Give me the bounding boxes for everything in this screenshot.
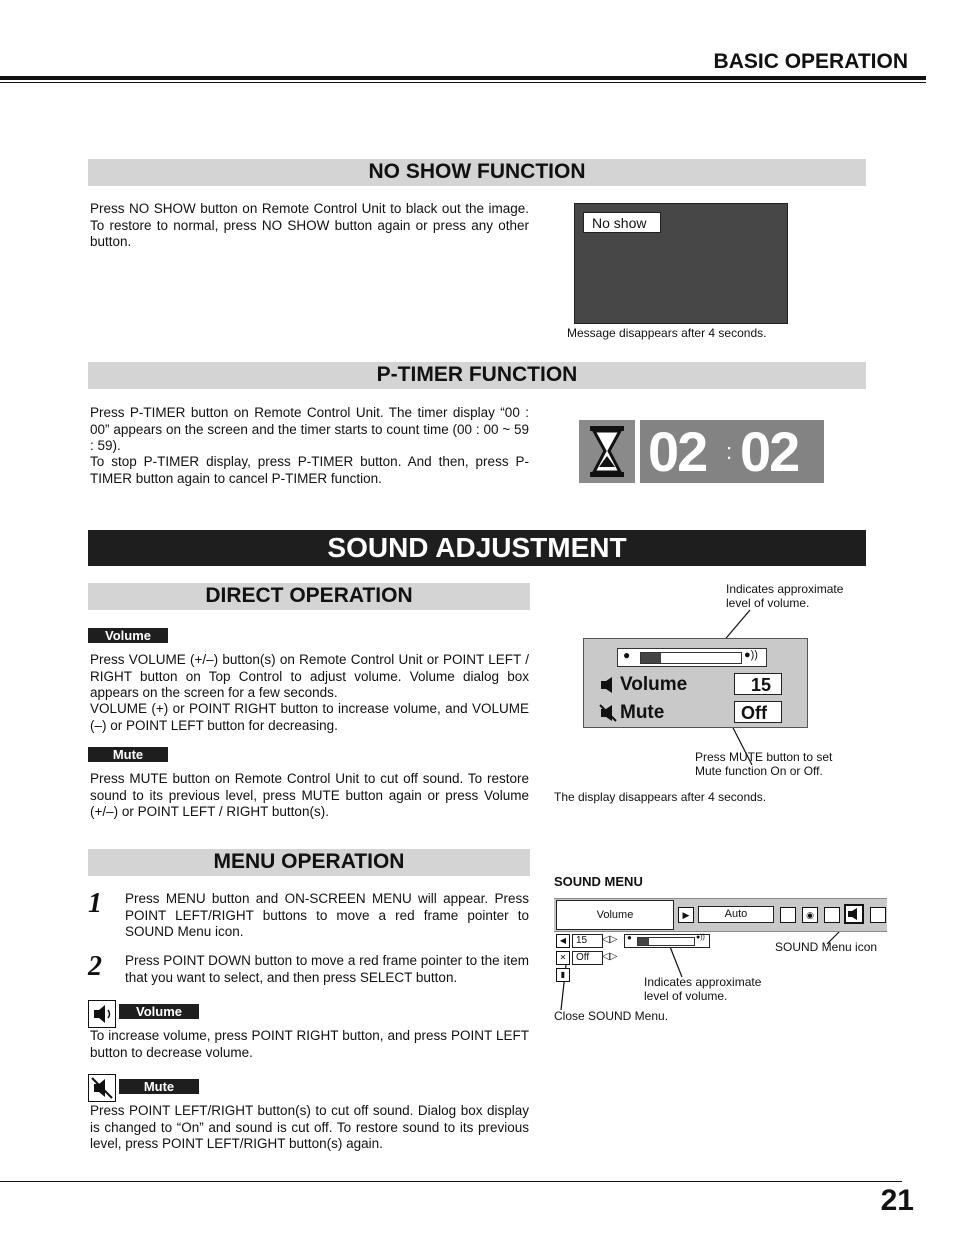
volume-level-fill [641, 653, 661, 663]
p-timer-title: P-TIMER FUNCTION [376, 363, 578, 386]
sound-menu-current-item: Volume [556, 900, 674, 930]
step-2-number: 2 [88, 951, 102, 982]
menu-volume-tag: Volume [119, 1004, 199, 1019]
step-2-text: Press POINT DOWN button to move a red frame pointer to the item that you want to select, and then press SELECT button. [125, 953, 529, 985]
dialog-mute-row [598, 701, 798, 725]
volume-max-icon: ●)) [744, 649, 758, 661]
timer-colon: : [726, 439, 733, 464]
menu-row-volume-arrows: ◁▷ [602, 934, 618, 945]
menu-volume-text: To increase volume, press POINT RIGHT button, and press POINT LEFT button to decrease volume. [90, 1028, 529, 1060]
menu-row-mute-icon: ✕ [556, 951, 570, 965]
direct-callout-level: Indicates approximate level of volume. [726, 582, 844, 610]
menu-row-mute-value: Off [572, 951, 603, 965]
footer-rule [0, 1181, 902, 1182]
sound-menu-label: SOUND MENU [554, 874, 643, 889]
dialog-volume-label: Volume [620, 674, 688, 695]
sound-menu-items [556, 934, 616, 982]
header-section-title: BASIC OPERATION [713, 50, 908, 73]
menu-operation-title: MENU OPERATION [213, 850, 405, 873]
no-show-title: NO SHOW FUNCTION [368, 160, 586, 183]
step-1-number: 1 [88, 888, 102, 919]
source-select: Auto [698, 906, 774, 923]
direct-volume-text-1: Press VOLUME (+/–) button(s) on Remote Control Unit or POINT LEFT / RIGHT button on Top Control to adjust volume. Volume dialog box appears on the screen for a few seconds. [90, 652, 529, 700]
volume-dialog [583, 638, 808, 728]
menu-mute-icon [88, 1074, 116, 1102]
sound-menu-icon [844, 904, 864, 924]
volume-level-track [640, 652, 742, 664]
setting-icon [870, 907, 886, 923]
menu-row-mute-arrows: ◁▷ [602, 951, 618, 962]
direct-volume-tag: Volume [88, 628, 168, 643]
direct-mute-text: Press MUTE button on Remote Control Unit to cut off sound. To restore sound to its previous level, press MUTE button again or press Volume (+/–) or POINT LEFT / RIGHT button(s). [90, 771, 529, 819]
dialog-volume-row [598, 673, 798, 697]
timer-minutes: 02 [648, 420, 707, 483]
volume-level-box [617, 648, 767, 667]
dialog-mute-value: Off [734, 701, 782, 723]
mute-speaker-icon [598, 703, 618, 723]
menu-callout-level: Indicates approximate level of volume. [644, 975, 762, 1003]
input-icon: ▶ [678, 907, 694, 923]
direct-caption: The display disappears after 4 seconds. [554, 790, 767, 804]
picture-icon: ◉ [802, 907, 818, 923]
no-show-caption: Message disappears after 4 seconds. [567, 326, 767, 340]
p-timer-text-1: Press P-TIMER button on Remote Control Unit. The timer display “00 : 00” appears on the screen and the timer starts to count time (00 : 00 ~ 59 : 59). [90, 405, 529, 453]
speaker-icon [598, 675, 618, 695]
dialog-volume-value: 15 [734, 673, 782, 695]
menu-volume-level-fill [638, 938, 649, 945]
sound-adjustment-title: SOUND ADJUSTMENT [327, 532, 627, 563]
direct-operation-title: DIRECT OPERATION [205, 584, 413, 607]
menu-volume-level-box [624, 934, 710, 948]
menu-volume-min-icon: ● [627, 933, 632, 942]
sound-menu-bar [554, 898, 887, 932]
menu-mute-text: Press POINT LEFT/RIGHT button(s) to cut off sound. Dialog box display is changed to “On” and sound is cut off. To restore sound to its previous level, press POINT LEFT/RIGHT button(s) again. [90, 1103, 529, 1151]
dialog-mute-label: Mute [620, 702, 665, 723]
menu-mute-tag: Mute [119, 1079, 199, 1094]
direct-callout-mute: Press MUTE button to set Mute function On or Off. [695, 750, 833, 778]
menu-callout-icon: SOUND Menu icon [775, 940, 878, 954]
menu-volume-icon [88, 1000, 116, 1028]
menu-callout-close: Close SOUND Menu. [554, 1009, 669, 1023]
volume-min-icon: ● [623, 648, 631, 662]
no-show-screen-label: No show [583, 212, 661, 233]
direct-mute-tag: Mute [88, 747, 168, 762]
menu-volume-max-icon: ●)) [696, 934, 705, 941]
timer-seconds: 02 [740, 420, 799, 483]
direct-volume-text-2: VOLUME (+) or POINT RIGHT button to increase volume, and VOLUME (–) or POINT LEFT button for decreasing. [90, 701, 529, 733]
image-icon [780, 907, 796, 923]
page-number: 21 [880, 1184, 914, 1217]
menu-row-volume-value: 15 [572, 934, 603, 948]
close-menu-icon: ▮ [556, 968, 570, 982]
step-1-text: Press MENU button and ON-SCREEN MENU will appear. Press POINT LEFT/RIGHT buttons to move a red frame pointer to SOUND Menu icon. [125, 891, 529, 939]
menu-row-volume-icon: ◀ [556, 934, 570, 948]
menu-volume-level-track [637, 937, 695, 946]
p-timer-text-2: To stop P-TIMER display, press P-TIMER button. And then, press P-TIMER button again to cancel P-TIMER function. [90, 454, 529, 486]
no-show-text: Press NO SHOW button on Remote Control Unit to black out the image. To restore to normal, press NO SHOW button again or press any other button. [90, 201, 529, 249]
screen-icon [824, 907, 840, 923]
